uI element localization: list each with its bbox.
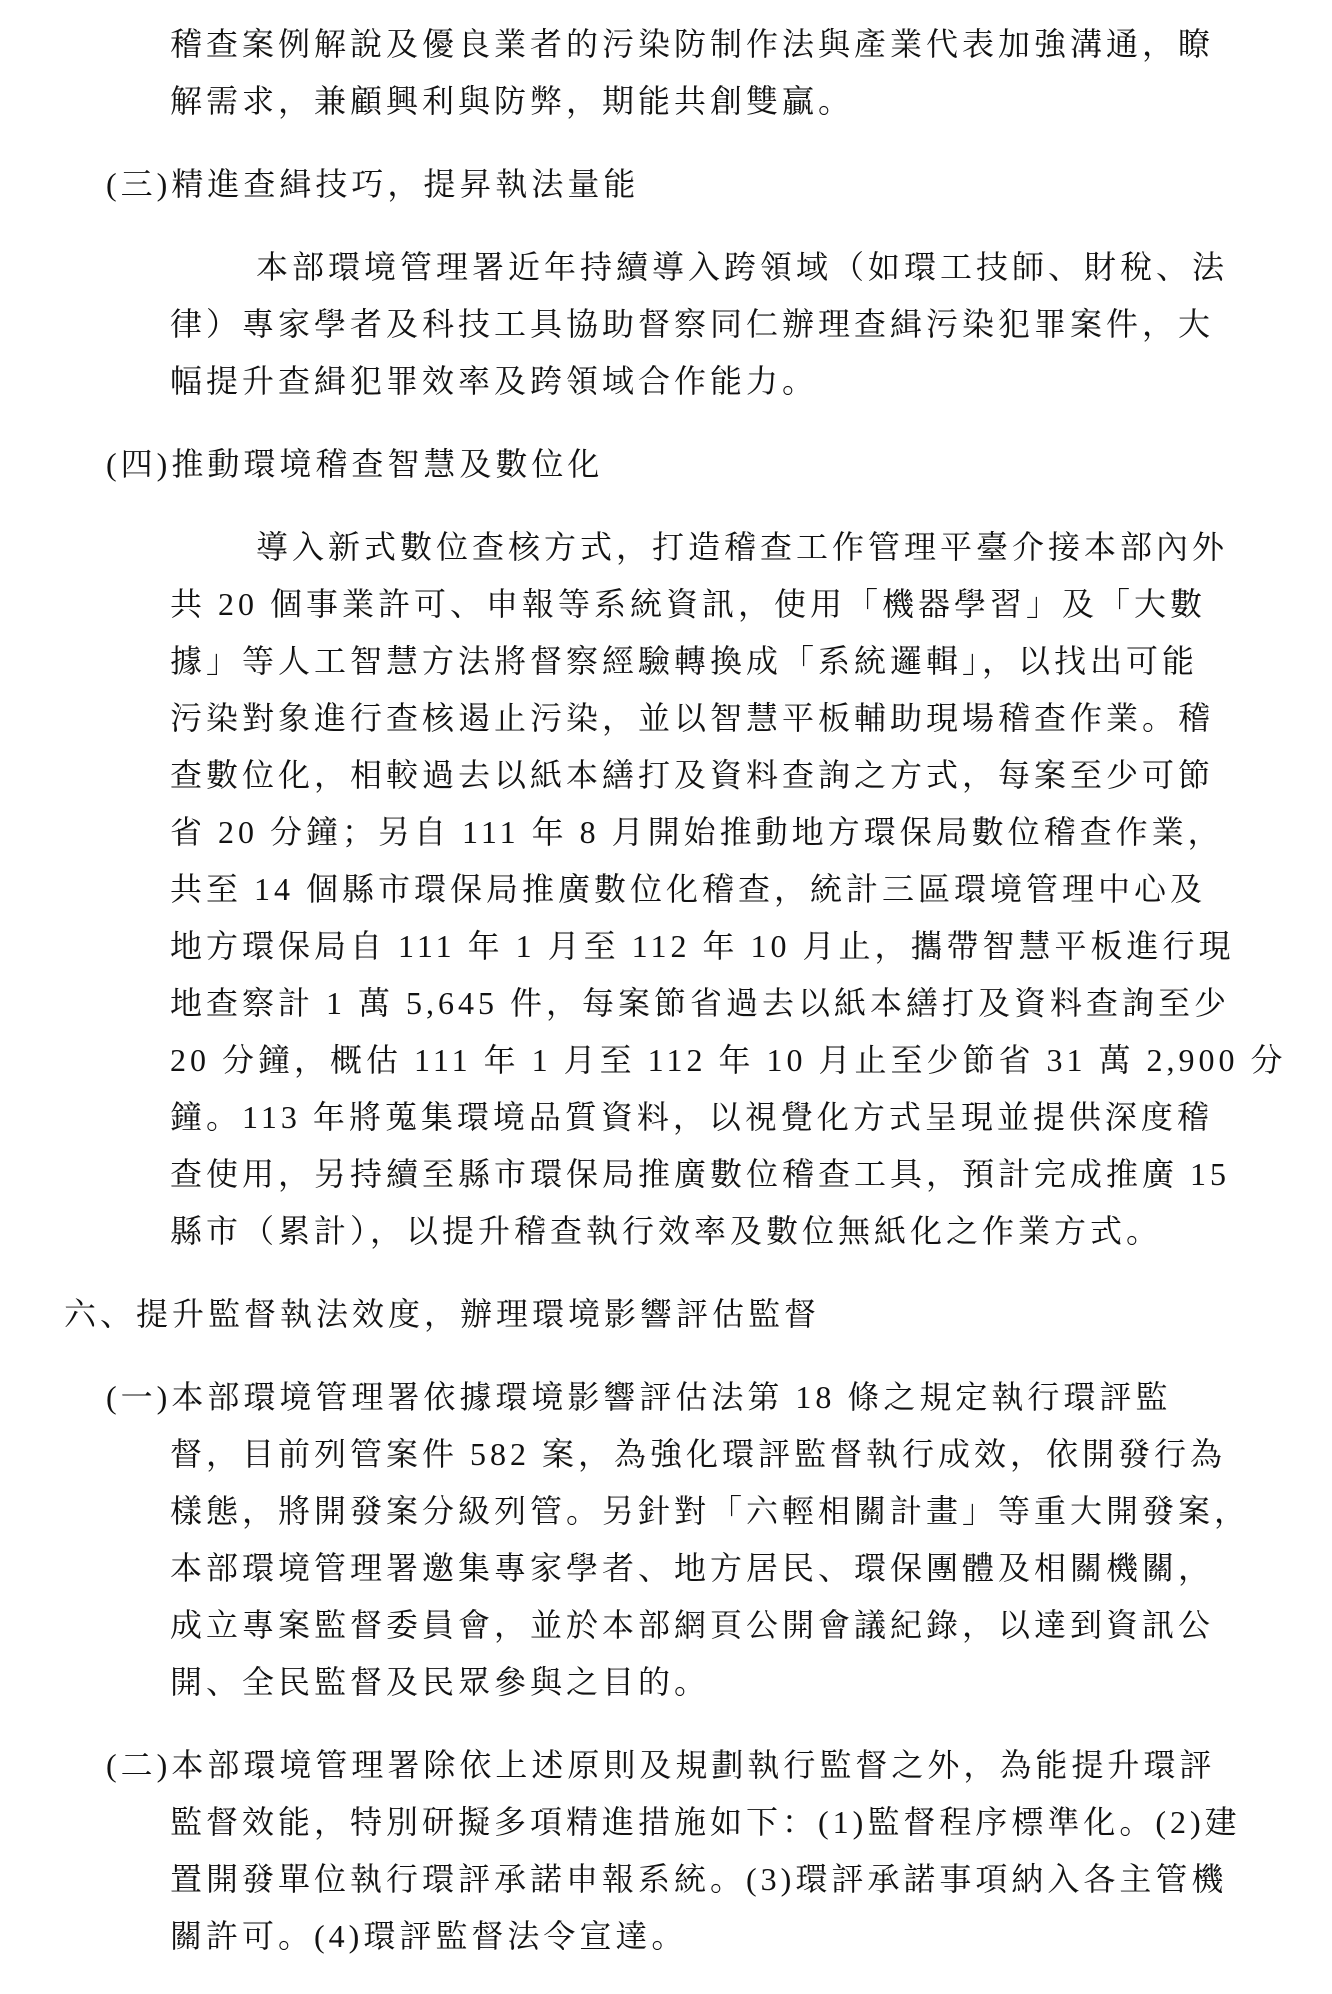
text-line: 共至 14 個縣市環保局推廣數位化稽查，統計三區環境管理中心及 (170, 871, 1207, 907)
paragraph-continuation (0, 16, 1332, 130)
text-line: 省 20 分鐘；另自 111 年 8 月開始推動地方環保局數位稽查作業， (170, 814, 1224, 850)
section-heading-6 (0, 1286, 1332, 1343)
text-line: 據」等人工智慧方法將督察經驗轉換成「系統邏輯」，以找出可能 (170, 643, 1199, 679)
text-line: 共 20 個事業許可、申報等系統資訊，使用「機器學習」及「大數 (170, 586, 1207, 622)
text-line: (一)本部環境管理署依據環境影響評估法第 18 條之規定執行環評監 (106, 1379, 1172, 1415)
paragraph-digital-inspection (0, 519, 1332, 1260)
heading-line: (三)精進查緝技巧，提昇執法量能 (106, 166, 640, 202)
text-line: 成立專案監督委員會，並於本部網頁公開會議紀錄，以達到資訊公 (170, 1607, 1215, 1643)
text-line: 查使用，另持續至縣市環保局推廣數位稽查工具，預計完成推廣 15 (170, 1156, 1231, 1192)
text-line: 律）專家學者及科技工具協助督察同仁辦理查緝污染犯罪案件，大 (170, 306, 1215, 342)
text-line: 稽查案例解說及優良業者的污染防制作法與產業代表加強溝通，瞭 (170, 26, 1215, 62)
item-2-supervision-improvements (0, 1737, 1332, 1965)
subsection-heading-4 (0, 436, 1332, 493)
heading-line: 六、提升監督執法效度，辦理環境影響評估監督 (64, 1296, 821, 1332)
text-line: 查數位化，相較過去以紙本繕打及資料查詢之方式，每案至少可節 (170, 757, 1215, 793)
text-line: 導入新式數位查核方式，打造稽查工作管理平臺介接本部內外 (256, 529, 1229, 565)
heading-line: (四)推動環境稽查智慧及數位化 (106, 446, 604, 482)
item-1-eia-supervision (0, 1369, 1332, 1711)
text-line: 本部環境管理署邀集專家學者、地方居民、環保團體及相關機關， (170, 1550, 1215, 1586)
text-line: 本部環境管理署近年持續導入跨領域（如環工技師、財稅、法 (256, 249, 1229, 285)
text-line: 樣態，將開發案分級列管。另針對「六輕相關計畫」等重大開發案， (170, 1493, 1251, 1529)
text-line: 關許可。(4)環評監督法令宣達。 (170, 1918, 688, 1954)
text-line: 20 分鐘，概估 111 年 1 月至 112 年 10 月止至少節省 31 萬 2,900 分 (170, 1042, 1287, 1078)
text-line: 污染對象進行查核遏止污染，並以智慧平板輔助現場稽查作業。稽 (170, 700, 1215, 736)
text-line: 地查察計 1 萬 5,645 件，每案節省過去以紙本繕打及資料查詢至少 (170, 985, 1231, 1021)
text-line: 解需求，兼顧興利與防弊，期能共創雙贏。 (170, 83, 855, 119)
text-line: (二)本部環境管理署除依上述原則及規劃執行監督之外，為能提升環評 (106, 1747, 1216, 1783)
text-line: 地方環保局自 111 年 1 月至 112 年 10 月止，攜帶智慧平板進行現 (170, 928, 1235, 964)
text-line: 開、全民監督及民眾參與之目的。 (170, 1664, 711, 1700)
text-line: 鐘。113 年將蒐集環境品質資料，以視覺化方式呈現並提供深度稽 (170, 1099, 1213, 1135)
text-line: 監督效能，特別研擬多項精進措施如下：(1)監督程序標準化。(2)建 (170, 1804, 1241, 1840)
text-line: 幅提升查緝犯罪效率及跨領域合作能力。 (170, 363, 819, 399)
text-line: 督，目前列管案件 582 案，為強化環評監督執行成效，依開發行為 (170, 1436, 1227, 1472)
subsection-heading-3 (0, 156, 1332, 213)
text-line: 縣市（累計），以提升稽查執行效率及數位無紙化之作業方式。 (170, 1213, 1163, 1249)
text-line: 置開發單位執行環評承諾申報系統。(3)環評承諾事項納入各主管機 (170, 1861, 1228, 1897)
paragraph-cross-domain-enforcement (0, 239, 1332, 410)
